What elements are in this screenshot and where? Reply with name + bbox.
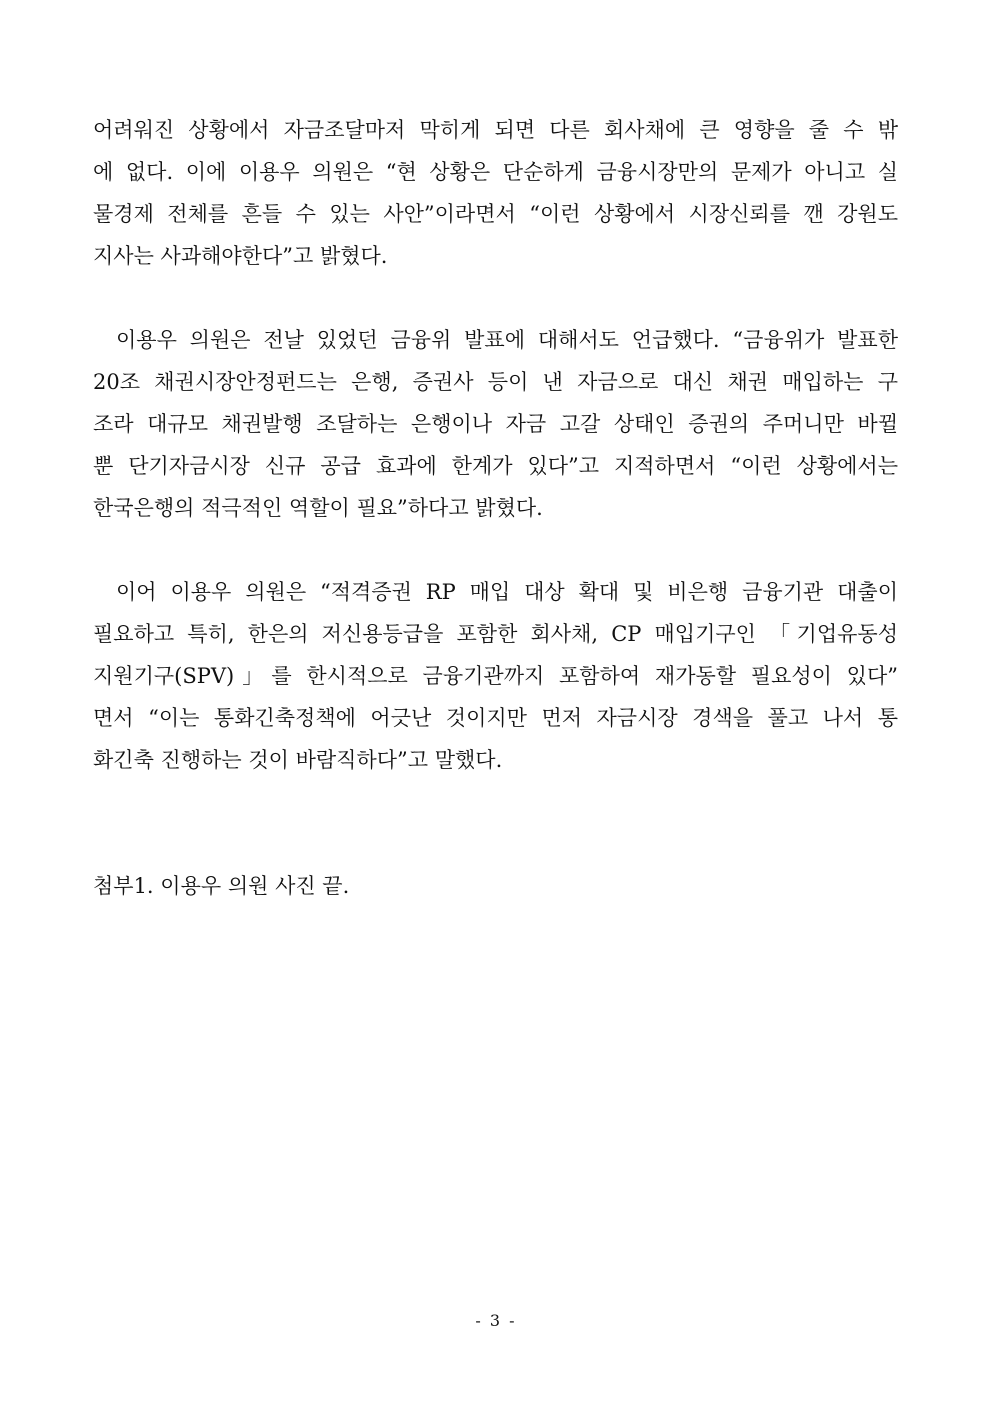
paragraph-line: 한국은행의 적극적인 역할이 필요”하다고 밝혔다.	[93, 496, 543, 520]
paragraph-line: 20조 채권시장안정펀드는 은행, 증권사 등이 낸 자금으로 대신 채권 매입하는 구	[93, 370, 898, 394]
paragraph-line: 에 없다. 이에 이용우 의원은 “현 상황은 단순하게 금융시장만의 문제가 아니고 실	[93, 160, 898, 184]
paragraph-line: 이용우 의원은 전날 있었던 금융위 발표에 대해서도 언급했다. “금융위가 발표한	[116, 328, 898, 352]
paragraph-line: 필요하고 특히, 한은의 저신용등급을 포함한 회사채, CP 매입기구인 「기업유동성	[93, 622, 898, 646]
paragraph-line: 조라 대규모 채권발행 조달하는 은행이나 자금 고갈 상태인 증권의 주머니만 바뀔	[93, 412, 898, 436]
paragraph-line: 뿐 단기자금시장 신규 공급 효과에 한계가 있다”고 지적하면서 “이런 상황에서는	[93, 454, 898, 478]
paragraph-line: 어려워진 상황에서 자금조달마저 막히게 되면 다른 회사채에 큰 영향을 줄 수 밖	[93, 118, 898, 142]
paragraph-line: 화긴축 진행하는 것이 바람직하다”고 말했다.	[93, 748, 503, 772]
page-number: - 3 -	[475, 1311, 517, 1330]
paragraph-line: 이어 이용우 의원은 “적격증권 RP 매입 대상 확대 및 비은행 금융기관 대출이	[116, 580, 898, 604]
attachment-note: 첨부1. 이용우 의원 사진 끝.	[93, 874, 350, 898]
paragraph-line: 물경제 전체를 흔들 수 있는 사안”이라면서 “이런 상황에서 시장신뢰를 깬 강원도	[93, 202, 898, 226]
paragraph-line: 면서 “이는 통화긴축정책에 어긋난 것이지만 먼저 자금시장 경색을 풀고 나서 통	[93, 706, 898, 730]
paragraph-line: 지원기구(SPV)」를 한시적으로 금융기관까지 포함하여 재가동할 필요성이 있다”	[93, 664, 898, 688]
paragraph-line: 지사는 사과해야한다”고 밝혔다.	[93, 244, 388, 268]
